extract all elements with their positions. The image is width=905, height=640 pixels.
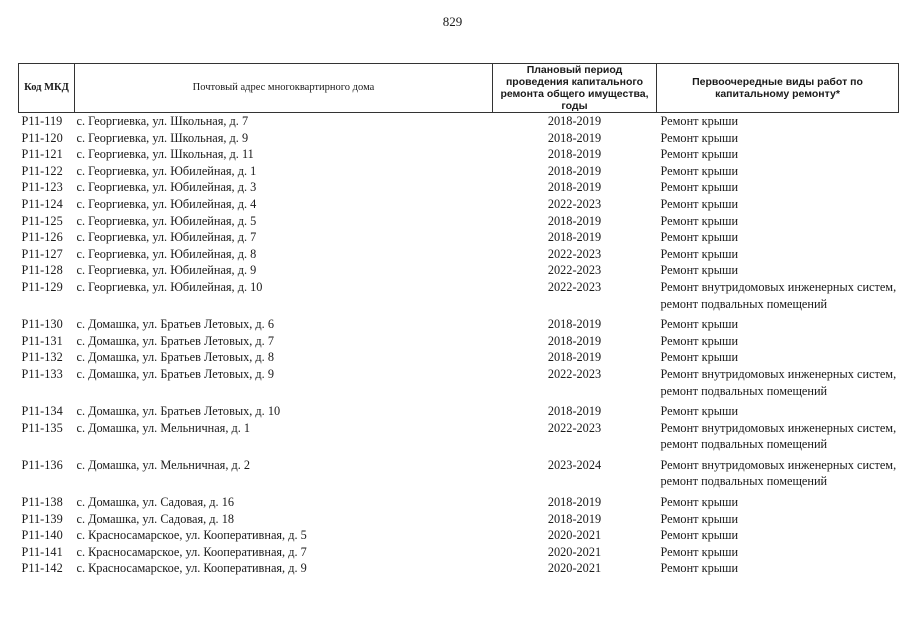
address-cell: с. Георгиевка, ул. Юбилейная, д. 10 [76,279,263,294]
address-cell: с. Домашка, ул. Мельничная, д. 1 [76,420,251,435]
table-row [19,527,899,544]
works-cell: Ремонт крыши [660,511,739,526]
address-cell: с. Красносамарское, ул. Кооперативная, д. 9 [76,561,307,576]
table-row [19,196,899,213]
works-cell: Ремонт крыши [660,213,739,228]
works-cell: Ремонт крыши [660,561,739,576]
period-cell: 2018-2019 [547,147,602,162]
capital-repair-table [18,63,899,577]
period-cell: 2018-2019 [547,495,602,510]
period-cell: 2020-2021 [547,561,602,576]
code-cell: Р11-122 [21,163,63,178]
period-cell: 2020-2021 [547,528,602,543]
table-row [19,349,899,366]
works-cell: Ремонт крыши [660,230,739,245]
address-cell: с. Домашка, ул. Братьев Летовых, д. 9 [76,366,274,381]
address-cell: с. Георгиевка, ул. Школьная, д. 7 [76,114,249,128]
works-cell: Ремонт крыши [660,114,739,128]
period-cell: 2020-2021 [547,544,602,559]
table-row [19,420,899,457]
table-row [19,403,899,420]
code-cell: Р11-131 [21,333,63,348]
works-cell: Ремонт крыши [660,495,739,510]
period-cell: 2018-2019 [547,333,602,348]
period-cell: 2022-2023 [547,263,602,278]
period-cell: 2018-2019 [547,317,602,332]
works-cell: Ремонт крыши [660,163,739,178]
works-cell: Ремонт крыши [660,263,739,278]
table-row [19,163,899,180]
table-row [19,130,899,147]
works-cell: Ремонт крыши [660,147,739,162]
works-cell: Ремонт внутридомовых инженерных систем, ремонт подвальных помещений [660,279,897,311]
code-cell: Р11-123 [21,180,63,195]
works-cell: Ремонт внутридомовых инженерных систем, ремонт подвальных помещений [660,366,897,398]
address-cell: с. Домашка, ул. Братьев Летовых, д. 6 [76,317,274,332]
table-body [19,113,899,578]
code-cell: Р11-130 [21,317,63,332]
works-cell: Ремонт внутридомовых инженерных систем, ремонт подвальных помещений [660,420,897,452]
code-cell: Р11-126 [21,230,63,245]
works-cell: Ремонт крыши [660,246,739,261]
code-cell: Р11-125 [21,213,63,228]
period-cell: 2023-2024 [547,457,602,472]
period-cell: 2022-2023 [547,366,602,381]
address-cell: с. Красносамарское, ул. Кооперативная, д. 5 [76,528,307,543]
address-cell: с. Красносамарское, ул. Кооперативная, д. 7 [76,544,307,559]
header-works: Первоочередные виды работ по капитальному ремонту* [657,64,899,113]
address-cell: с. Георгиевка, ул. Юбилейная, д. 4 [76,196,257,211]
header-address: Почтовый адрес многоквартирного дома [75,64,493,113]
code-cell: Р11-121 [21,147,63,162]
code-cell: Р11-136 [21,457,63,472]
table-row [19,366,899,403]
code-cell: Р11-119 [21,114,63,128]
address-cell: с. Домашка, ул. Братьев Летовых, д. 8 [76,350,274,365]
address-cell: с. Домашка, ул. Братьев Летовых, д. 10 [76,404,281,419]
code-cell: Р11-135 [21,420,63,435]
table-row [19,179,899,196]
period-cell: 2018-2019 [547,404,602,419]
works-cell: Ремонт крыши [660,350,739,365]
table-row [19,246,899,263]
address-cell: с. Домашка, ул. Братьев Летовых, д. 7 [76,333,274,348]
address-cell: с. Домашка, ул. Мельничная, д. 2 [76,457,251,472]
period-cell: 2022-2023 [547,196,602,211]
works-cell: Ремонт крыши [660,317,739,332]
code-cell: Р11-124 [21,196,63,211]
period-cell: 2018-2019 [547,114,602,128]
period-cell: 2022-2023 [547,246,602,261]
header-period: Плановый период проведения капитального ремонта общего имущества, годы [493,64,657,113]
period-cell: 2018-2019 [547,213,602,228]
address-cell: с. Георгиевка, ул. Школьная, д. 11 [76,147,254,162]
address-cell: с. Георгиевка, ул. Юбилейная, д. 5 [76,213,257,228]
code-cell: Р11-120 [21,130,63,145]
table-row [19,544,899,561]
table-header [19,64,899,113]
table-row [19,279,899,316]
works-cell: Ремонт внутридомовых инженерных систем, ремонт подвальных помещений [660,457,897,489]
period-cell: 2018-2019 [547,180,602,195]
code-cell: Р11-134 [21,404,63,419]
works-cell: Ремонт крыши [660,130,739,145]
table-row [19,511,899,528]
table-row [19,146,899,163]
period-cell: 2018-2019 [547,163,602,178]
header-code: Код МКД [19,64,75,113]
address-cell: с. Георгиевка, ул. Школьная, д. 9 [76,130,249,145]
period-cell: 2018-2019 [547,350,602,365]
works-cell: Ремонт крыши [660,180,739,195]
code-cell: Р11-129 [21,279,63,294]
table-row [19,494,899,511]
period-cell: 2018-2019 [547,511,602,526]
table-row [19,457,899,494]
address-cell: с. Георгиевка, ул. Юбилейная, д. 1 [76,163,257,178]
works-cell: Ремонт крыши [660,544,739,559]
table-row [19,113,899,130]
works-cell: Ремонт крыши [660,333,739,348]
works-cell: Ремонт крыши [660,196,739,211]
address-cell: с. Георгиевка, ул. Юбилейная, д. 3 [76,180,257,195]
period-cell: 2022-2023 [547,279,602,294]
works-cell: Ремонт крыши [660,404,739,419]
address-cell: с. Георгиевка, ул. Юбилейная, д. 9 [76,263,257,278]
code-cell: Р11-127 [21,246,63,261]
table-row [19,229,899,246]
table-row [19,316,899,333]
code-cell: Р11-133 [21,366,63,381]
address-cell: с. Георгиевка, ул. Юбилейная, д. 7 [76,230,257,245]
code-cell: Р11-141 [21,544,63,559]
works-cell: Ремонт крыши [660,528,739,543]
table-row [19,333,899,350]
address-cell: с. Георгиевка, ул. Юбилейная, д. 8 [76,246,257,261]
code-cell: Р11-140 [21,528,63,543]
period-cell: 2018-2019 [547,130,602,145]
table-row [19,560,899,577]
table-row [19,213,899,230]
table-row [19,262,899,279]
code-cell: Р11-142 [21,561,63,576]
code-cell: Р11-132 [21,350,63,365]
period-cell: 2022-2023 [547,420,602,435]
code-cell: Р11-128 [21,263,63,278]
address-cell: с. Домашка, ул. Садовая, д. 16 [76,495,234,510]
code-cell: Р11-139 [21,511,63,526]
code-cell: Р11-138 [21,495,63,510]
address-cell: с. Домашка, ул. Садовая, д. 18 [76,511,234,526]
period-cell: 2018-2019 [547,230,602,245]
page-number: 829 [442,14,463,29]
